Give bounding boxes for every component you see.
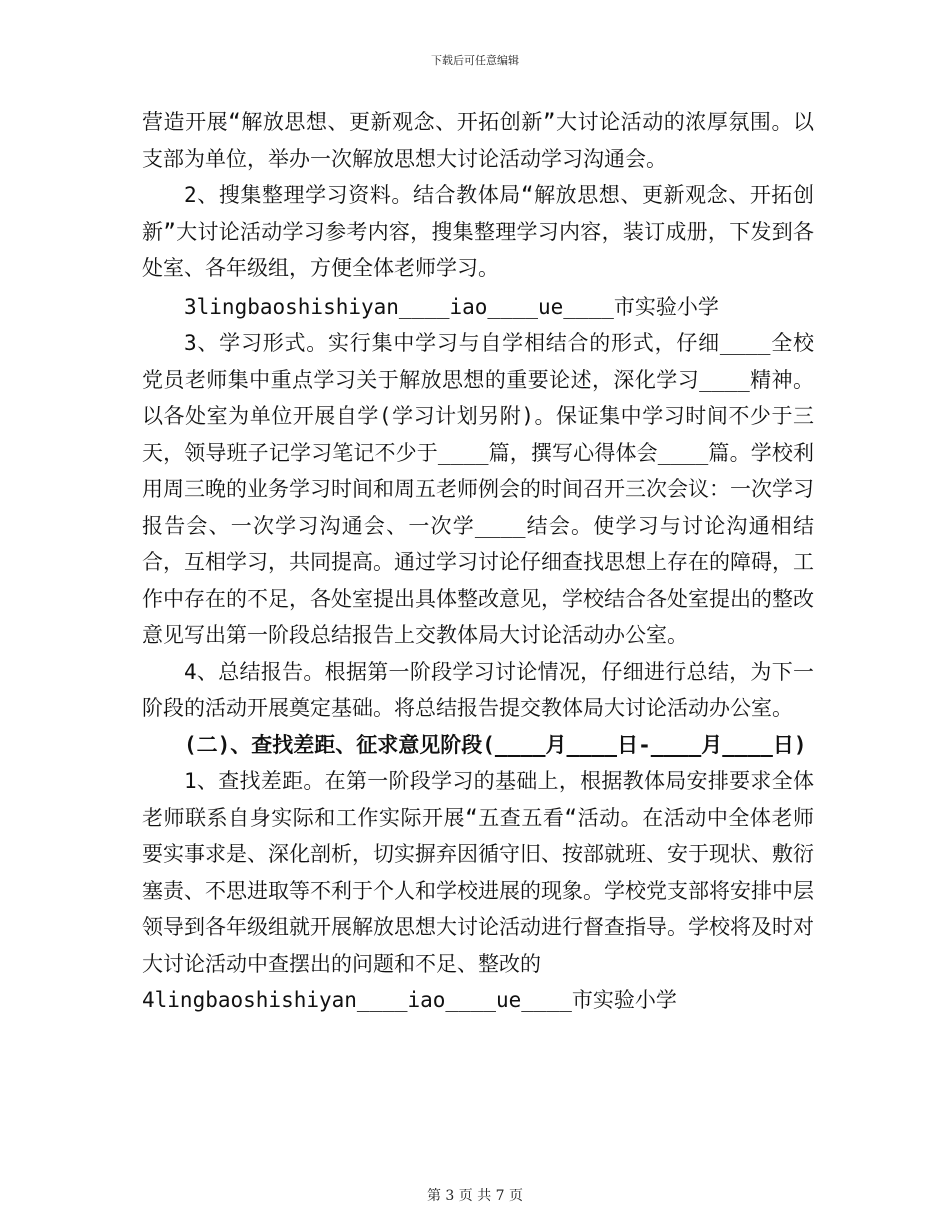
paragraph: 2、搜集整理学习资料。结合教体局“解放思想、更新观念、开拓创新”大讨论活动学习参考内容，搜集整理学习内容，装订成册，下发到各处室、各年级组，方便全体老师学习。: [142, 183, 814, 280]
paragraph: 4lingbaoshishiyan____iao____ue____市实验小学: [142, 988, 677, 1012]
paragraph: 营造开展“解放思想、更新观念、开拓创新”大讨论活动的浓厚氛围。以支部为单位，举办一次解放思想大讨论活动学习沟通会。: [142, 110, 814, 171]
page-header: 下载后可任意编辑: [431, 54, 519, 67]
paragraph: 4、总结报告。根据第一阶段学习讨论情况，仔细进行总结，为下一阶段的活动开展奠定基础。将总结报告提交教体局大讨论活动办公室。: [142, 659, 814, 720]
paragraph: 3lingbaoshishiyan____iao____ue____市实验小学: [184, 294, 719, 319]
page-footer: 第 3 页 共 7 页: [426, 1188, 524, 1204]
section-heading: (二)、查找差距、征求意见阶段(____月____日-____月____日): [184, 732, 807, 757]
paragraph: 3、学习形式。实行集中学习与自学相结合的形式，仔细____全校党员老师集中重点学习关于解放思想的重要论述，深化学习____精神。以各处室为单位开展自学(学习计划另附)。保证集中学习时间不少于三天，领导班子记学习笔记不少于____篇，撰写心得体会____篇。学校利用周三晚的业务学习时间和周五老师例会的时间召开三次会议：一次学习报告会、一次学习沟通会、一次学____结会。使学习与讨论沟通相结合，互相学习，共同提高。通过学习讨论仔细查找思想上存在的障碍，工作中存在的不足，各处室提出具体整改意见，学校结合各处室提出的整改意见写出第一阶段总结报告上交教体局大讨论活动办公室。: [142, 331, 814, 647]
paragraph: 1、查找差距。在第一阶段学习的基础上，根据教体局安排要求全体老师联系自身实际和工作实际开展“五查五看“活动。在活动中全体老师要实事求是、深化剖析，切实摒弃因循守旧、按部就班、安于现状、敷衍塞责、不思进取等不利于个人和学校进展的现象。学校党支部将安排中层领导到各年级组就开展解放思想大讨论活动进行督查指导。学校将及时对大讨论活动中查摆出的问题和不足、整改的: [142, 769, 814, 976]
document-body: [142, 104, 814, 1019]
